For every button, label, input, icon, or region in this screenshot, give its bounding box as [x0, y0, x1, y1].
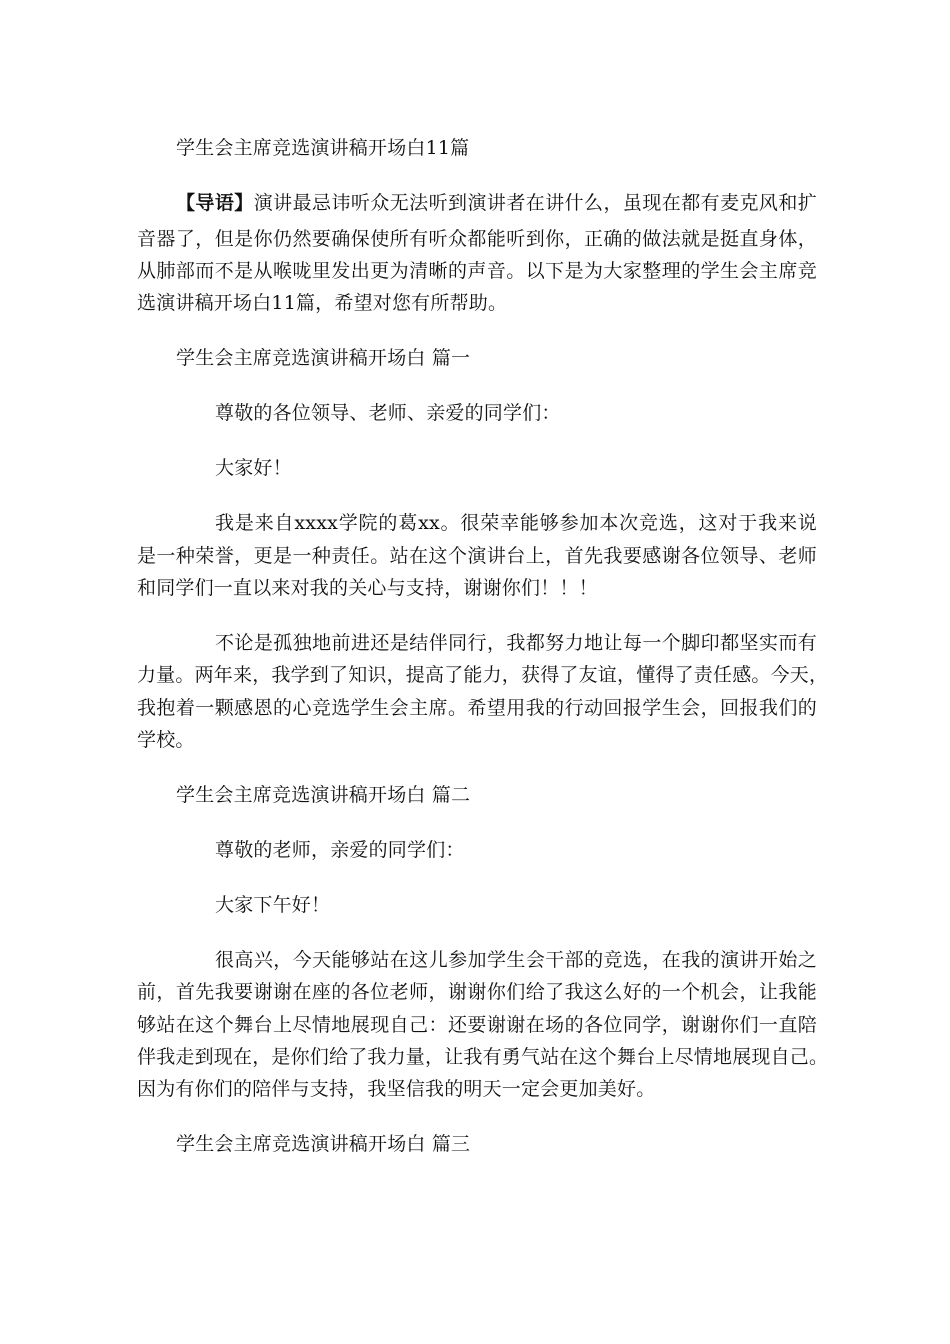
document-title: 学生会主席竞选演讲稿开场白11篇 [176, 137, 470, 159]
section-1-paragraph-1-line-3: 和同学们一直以来对我的关心与支持，谢谢你们！！！ [137, 577, 598, 599]
section-heading-1: 学生会主席竞选演讲稿开场白 篇一 [176, 347, 471, 369]
intro-text: 演讲最忌讳听众无法听到演讲者在讲什么，虽现在都有麦克风和扩 [253, 192, 817, 214]
section-1-paragraph-1-line-1: 我是来自xxxx学院的葛xx。很荣幸能够参加本次竞选，这对于我来说 [215, 512, 817, 534]
section-1-greeting: 大家好！ [215, 457, 292, 479]
section-2-greeting: 大家下午好！ [215, 894, 331, 916]
section-1-paragraph-2-line-3: 我抱着一颗感恩的心竞选学生会主席。希望用我的行动回报学生会，回报我们的 [137, 697, 817, 719]
section-2-paragraph-1-line-2: 前，首先我要谢谢在座的各位老师，谢谢你们给了我这么好的一个机会，让我能 [137, 981, 817, 1003]
section-2-paragraph-1-line-1: 很高兴，今天能够站在这儿参加学生会干部的竞选，在我的演讲开始之 [215, 949, 817, 971]
section-heading-3: 学生会主席竞选演讲稿开场白 篇三 [176, 1133, 471, 1155]
section-heading-2: 学生会主席竞选演讲稿开场白 篇二 [176, 784, 471, 806]
section-2-salutation: 尊敬的老师，亲爱的同学们： [215, 839, 465, 861]
section-2-paragraph-1-line-3: 够站在这个舞台上尽情地展现自己：还要谢谢在场的各位同学，谢谢你们一直陪 [137, 1014, 817, 1036]
section-2-paragraph-1-line-4: 伴我走到现在，是你们给了我力量，让我有勇气站在这个舞台上尽情地展现自己。 [137, 1046, 829, 1068]
intro-line-3: 从肺部而不是从喉咙里发出更为清晰的声音。以下是为大家整理的学生会主席竞 [137, 260, 817, 282]
section-1-paragraph-2-line-1: 不论是孤独地前进还是结伴同行，我都努力地让每一个脚印都坚实而有 [215, 632, 817, 654]
section-2-paragraph-1-line-5: 因为有你们的陪伴与支持，我坚信我的明天一定会更加美好。 [137, 1078, 656, 1100]
intro-line-1 [176, 191, 817, 215]
intro-line-4: 选演讲稿开场白11篇，希望对您有所帮助。 [137, 292, 508, 314]
section-1-salutation: 尊敬的各位领导、老师、亲爱的同学们： [215, 402, 561, 424]
section-1-paragraph-1-line-2: 是一种荣誉，更是一种责任。站在这个演讲台上，首先我要感谢各位领导、老师 [137, 545, 817, 567]
section-1-paragraph-2-line-4: 学校。 [137, 729, 195, 751]
section-1-paragraph-2-line-2: 力量。两年来，我学到了知识，提高了能力，获得了友谊，懂得了责任感。今天， [137, 664, 829, 686]
intro-lead-label: 【导语】 [176, 192, 254, 214]
intro-line-2: 音器了，但是你仍然要确保使所有听众都能听到你，正确的做法就是挺直身体， [137, 228, 817, 250]
